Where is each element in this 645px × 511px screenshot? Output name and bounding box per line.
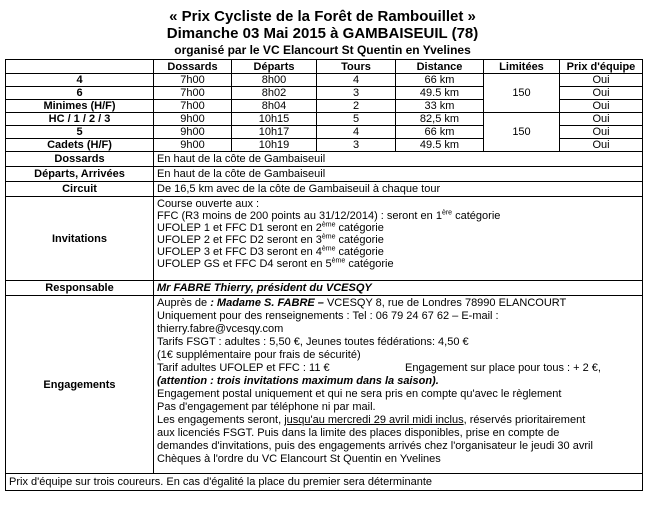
email-text: thierry.fabre@vcesqy.com — [157, 323, 284, 335]
text: Engagement sur place pour tous : + 2 €, — [405, 362, 601, 374]
category: 6 — [6, 87, 154, 100]
text: FFC (R3 moins de 200 points au 31/12/2014) : seront en 1 — [157, 210, 442, 222]
header-tours: Tours — [317, 60, 396, 74]
text: UFOLEP 2 et FFC D2 seront en 3 — [157, 234, 322, 246]
footer-row — [6, 474, 643, 491]
tours: 4 — [317, 74, 396, 87]
engagements-line — [157, 362, 639, 375]
engagements-line — [157, 297, 639, 310]
invitations-text — [154, 197, 643, 281]
depart-time: 8h00 — [232, 74, 317, 87]
limit-morning: 150 — [484, 74, 560, 113]
responsable-value: Mr FABRE Thierry, président du VCESQY — [154, 281, 643, 296]
race-table — [5, 59, 643, 491]
distance: 33 km — [396, 100, 484, 113]
circuit-value: De 16,5 km avec de la côte de Gambaiseuil à chaque tour — [154, 182, 643, 197]
category: 5 — [6, 126, 154, 139]
invitations-line — [157, 258, 639, 270]
tours: 5 — [317, 113, 396, 126]
engagements-line — [157, 414, 639, 427]
depart-time: 8h04 — [232, 100, 317, 113]
superscript: ème — [321, 221, 336, 229]
text: UFOLEP GS et FFC D4 seront en 5 — [157, 258, 332, 270]
depart-time: 10h17 — [232, 126, 317, 139]
superscript: ème — [331, 257, 346, 265]
responsable-row — [6, 281, 643, 296]
text: , réservés prioritairement — [463, 414, 586, 426]
engagements-line: Pas d'engagement par téléphone ni par mail. — [157, 401, 376, 413]
superscript: ère — [441, 209, 453, 217]
distance: 49.5 km — [396, 87, 484, 100]
category: Minimes (H/F) — [6, 100, 154, 113]
distance: 82,5 km — [396, 113, 484, 126]
prix-equipe: Oui — [560, 139, 643, 152]
text: catégorie — [335, 234, 384, 246]
circuit-label: Circuit — [6, 182, 154, 197]
engagements-line: Chèques à l'ordre du VC Elancourt St Quentin en Yvelines — [157, 453, 441, 465]
engagements-label: Engagements — [6, 296, 154, 474]
text: catégorie — [335, 246, 384, 258]
event-date: Dimanche 03 Mai 2015 à GAMBAISEUIL (78) — [166, 25, 479, 42]
engagements-line: (attention : trois invitations maximum dans la saison). — [157, 375, 439, 387]
engagements-line: Engagement postal uniquement et qui ne sera pris en compte qu'avec le règlement — [157, 388, 562, 400]
dossards-label: Dossards — [6, 152, 154, 167]
depart-time: 10h15 — [232, 113, 317, 126]
invitations-line — [157, 210, 639, 222]
superscript: ème — [321, 233, 336, 241]
header-departs: Départs — [232, 60, 317, 74]
superscript: ème — [321, 245, 336, 253]
distance: 66 km — [396, 126, 484, 139]
dossards-time: 9h00 — [154, 126, 232, 139]
header-limitees: Limitées — [484, 60, 560, 74]
prix-equipe: Oui — [560, 87, 643, 100]
category: HC / 1 / 2 / 3 — [6, 113, 154, 126]
text: UFOLEP 3 et FFC D3 seront en 4 — [157, 246, 322, 258]
dossards-time: 9h00 — [154, 113, 232, 126]
header-prix: Prix d'équipe — [560, 60, 643, 74]
prix-equipe: Oui — [560, 126, 643, 139]
dossards-time: 7h00 — [154, 100, 232, 113]
dossards-time: 7h00 — [154, 74, 232, 87]
text: catégorie — [452, 210, 501, 222]
prix-equipe: Oui — [560, 113, 643, 126]
dossards-time: 9h00 — [154, 139, 232, 152]
tours: 3 — [317, 139, 396, 152]
text: Tarif adultes UFOLEP et FFC : 11 € — [157, 362, 330, 374]
departs-location-row — [6, 167, 643, 182]
text: UFOLEP 1 et FFC D1 seront en 2 — [157, 222, 322, 234]
circuit-row — [6, 182, 643, 197]
header-dossards: Dossards — [154, 60, 232, 74]
dossards-location-row — [6, 152, 643, 167]
tours: 4 — [317, 126, 396, 139]
header-distance: Distance — [396, 60, 484, 74]
invitations-label: Invitations — [6, 197, 154, 281]
text: Auprès de — [157, 297, 211, 309]
prix-equipe: Oui — [560, 100, 643, 113]
text: VCESQY 8, rue de Londres 78990 ELANCOURT — [323, 297, 567, 309]
table-row — [6, 113, 643, 126]
invitations-line — [157, 222, 639, 234]
invitations-line — [157, 234, 639, 246]
responsable-label: Responsable — [6, 281, 154, 296]
limit-afternoon: 150 — [484, 113, 560, 152]
category: Cadets (H/F) — [6, 139, 154, 152]
header-category — [6, 60, 154, 74]
distance: 66 km — [396, 74, 484, 87]
tours: 3 — [317, 87, 396, 100]
engagements-row — [6, 296, 643, 474]
tours: 2 — [317, 100, 396, 113]
distance: 49.5 km — [396, 139, 484, 152]
invitations-row — [6, 197, 643, 281]
engagements-line: Uniquement pour des renseignements : Tel : 06 79 24 67 62 – E-mail : — [157, 310, 499, 322]
depart-time: 8h02 — [232, 87, 317, 100]
invitations-line — [157, 246, 639, 258]
departs-value: En haut de la côte de Gambaiseuil — [154, 167, 643, 182]
invitations-line: Course ouverte aux : — [157, 198, 260, 210]
engagements-line: demandes d'invitations, puis des engagements arrivés chez l'organisateur le jeudi 30 avril — [157, 440, 593, 452]
text: catégorie — [335, 222, 384, 234]
depart-time: 10h19 — [232, 139, 317, 152]
text: Les engagements seront, — [157, 414, 285, 426]
category: 4 — [6, 74, 154, 87]
schedule-header — [6, 60, 643, 74]
dossards-time: 7h00 — [154, 87, 232, 100]
dossards-value: En haut de la côte de Gambaiseuil — [154, 152, 643, 167]
engagements-line: (1€ supplémentaire pour frais de sécurité) — [157, 349, 361, 361]
text: jusqu'au mercredi 29 avril midi inclus — [284, 414, 464, 426]
page-title: « Prix Cycliste de la Forêt de Rambouillet » — [169, 8, 476, 25]
engagements-text — [154, 296, 643, 474]
table-row — [6, 74, 643, 87]
organizer: organisé par le VC Elancourt St Quentin en Yvelines — [174, 43, 471, 57]
prix-equipe: Oui — [560, 74, 643, 87]
engagements-line: Tarifs FSGT : adultes : 5,50 €, Jeunes toutes fédérations: 4,50 € — [157, 336, 469, 348]
footer-note: Prix d'équipe sur trois coureurs. En cas d'égalité la place du premier sera déterminante — [6, 474, 643, 491]
text: : Madame S. FABRE – — [210, 297, 324, 309]
engagements-line: aux licenciés FSGT. Puis dans la limite des places disponibles, prise en compte de — [157, 427, 560, 439]
departs-label: Départs, Arrivées — [6, 167, 154, 182]
text: catégorie — [345, 258, 394, 270]
